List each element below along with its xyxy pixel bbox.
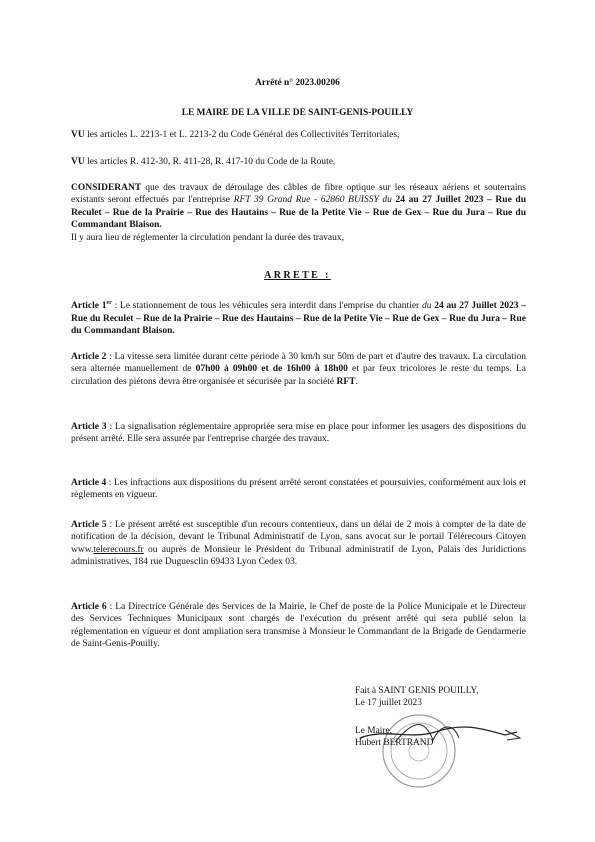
signature-date: Le 17 juillet 2023 (355, 698, 422, 708)
handwritten-signature (355, 710, 525, 750)
article-3-label: Article 3 (71, 422, 107, 432)
visa-lead: VU (71, 130, 85, 140)
decree-number: Arrêté n° 2023.00206 (255, 78, 340, 88)
signature-role: Le Maire, (355, 726, 392, 736)
considerant-du: du (378, 195, 396, 206)
article-5-text-2: ou auprès de Monsieur le Président du Tribunal administratif de Lyon, Palais des Juridictions administratives, 184 rue Duguesclin 69433 Lyon Cedex 03. (71, 544, 526, 568)
article-label (71, 301, 112, 311)
telerecours-link[interactable]: telerecours.fr (93, 544, 144, 555)
signature-place: Fait à SAINT GENIS POUILLY, (355, 686, 479, 696)
article-5-text: : Le présent arrêté est susceptible d'un recours contentieux, dans un délai de 2 mois à compter de la date de notification de la décision, devant le Tribunal Administratif de Lyon, sans avocat sur le portail Télérecours Citoyen www. (71, 520, 527, 555)
company-address: RFT 39 Grand Rue - 62860 BUISSY (233, 195, 379, 206)
article-2-hours: 07h00 à 09h00 et de 16h00 à 18h00 (195, 364, 348, 375)
article-2-company: RFT (336, 376, 356, 387)
signature-name: Hubert BERTRAND (355, 738, 434, 748)
article-6 (71, 601, 526, 651)
article-1-label: Article 1 (71, 301, 107, 312)
article-2-label: Article 2 (71, 352, 107, 362)
considerant-text: que des travaux de déroulage des câbles de fibre optique sur les réseaux aériens et souterrains existants seront effectués par l'entreprise (71, 183, 526, 206)
article-4-label: Article 4 (71, 478, 107, 488)
article-5 (71, 519, 526, 569)
article-3 (71, 421, 526, 446)
article-2-text-3: . (355, 376, 358, 387)
article-2-text: : La vitesse sera limitée durant cette période à 30 km/h sur 50m de part et d'autre des travaux. La circulation sera alternée manuellement de (71, 352, 526, 375)
article-1-dates-streets: 24 au 27 Juillet 2023 – Rue du Reculet – Rue de la Prairie – Rue des Hautains – Rue de la Petite Vie – Rue de Gex – Rue du Jura – Rue du Commandant Blaison. (71, 301, 526, 336)
article-3-text: : La signalisation réglementaire appropriée sera mise en place pour informer les usagers des dispositions du présent arrêté. Elle sera assurée par l'entreprise chargée des travaux. (71, 422, 527, 445)
article-1-du: du (421, 301, 432, 312)
visa-lead: VU (71, 157, 85, 167)
visa-code-route (71, 156, 526, 168)
arrete-heading-text: ARRETE : (264, 270, 331, 281)
article-1-sup: er (106, 300, 112, 306)
considerant-dates-streets: 24 au 27 Juillet 2023 – Rue du Reculet – Rue de la Prairie – Rue des Hautains – Rue de la Petite Vie – Rue de Gex – Rue du Jura – Rue du Commandant Blaison. (71, 195, 526, 231)
article-6-text: : La Directrice Générale des Services de la Mairie, le Chef de poste de la Police Municipale et le Directeur des Services Techniques Municipaux sont chargés de l'exécution du présent arrêté qui sera publié selon la réglementation en vigueur et dont ampliation sera transmise à Monsieur le Commandant de la Brigade de Gendarmerie de Saint-Genis-Pouilly. (71, 602, 527, 650)
visa-text: les articles L. 2213-1 et L. 2213-2 du Code Général des Collectivités Territoriales, (84, 130, 400, 140)
article-4 (71, 477, 526, 502)
article-1-text: : Le stationnement de tous les véhicules sera interdit dans l'emprise du chantier (111, 301, 422, 312)
article-5-label: Article 5 (71, 520, 107, 530)
article-6-label: Article 6 (71, 602, 107, 612)
article-1 (71, 297, 526, 337)
article-2-text-2: et par feux tricolores le reste du temps. La circulation des piétons devra être organisée et sécurisée par la société (71, 364, 526, 387)
article-4-text: : Les infractions aux dispositions du présent arrêté seront constatées et poursuivies, conformément aux lois et règlements en vigueur. (71, 478, 526, 501)
visa-cgct (71, 129, 526, 141)
visa-text: les articles R. 412-30, R. 411-28, R. 417-10 du Code de la Route, (84, 157, 336, 167)
article-2 (71, 351, 526, 388)
considerant-paragraph (71, 182, 526, 244)
arrete-heading (0, 270, 595, 281)
authority-title: LE MAIRE DE LA VILLE DE SAINT-GENIS-POUILLY (181, 108, 414, 118)
considerant-conclusion: Il y aura lieu de réglementer la circulation pendant la durée des travaux, (71, 232, 344, 243)
considerant-lead: CONSIDERANT (71, 183, 142, 193)
